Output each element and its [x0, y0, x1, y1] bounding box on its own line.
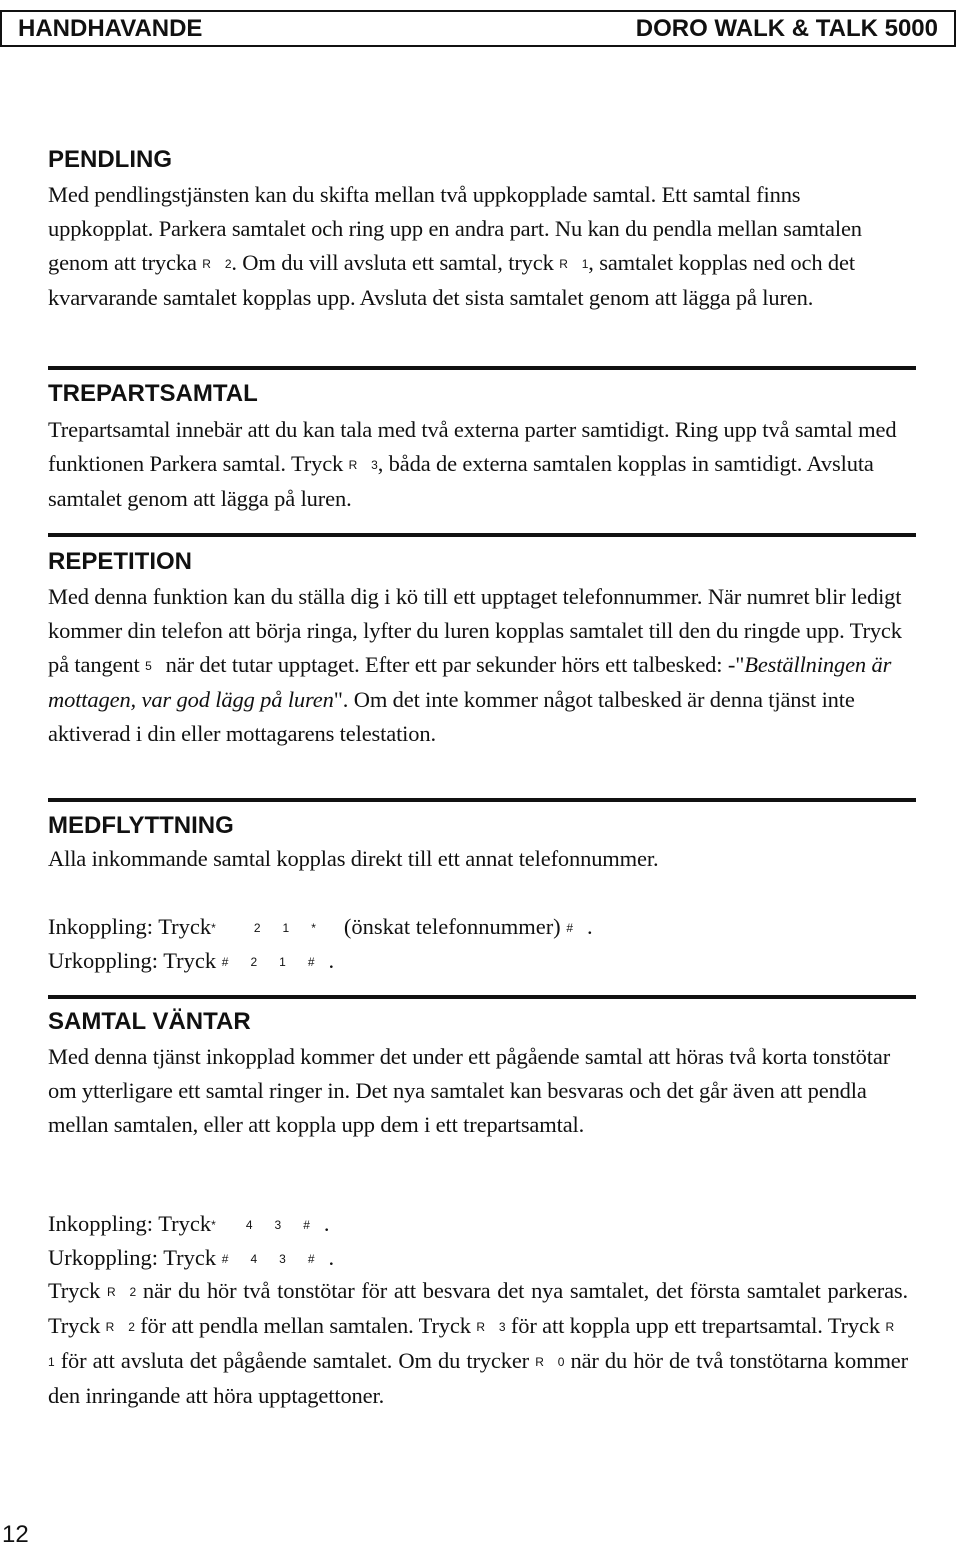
key-star: * [311, 921, 316, 935]
section-divider [48, 366, 916, 370]
key-hash: # [303, 1218, 310, 1232]
paragraph-repetition: Med denna funktion kan du ställa dig i kö till ett upptaget telefonnummer. När numret blir ledigt kommer din telefon att börja ringa, lyfter du luren kopplas samtalet till den du ringde upp. Tryck på tangent 5 när det tutar upptaget. Efter ett par sekunder hörs ett talbesked: -"Beställningen är mottagen, var god lägg på luren". Om det inte kommer något talbesked är denna tjänst inte aktiverad i din eller mottagarens telestation. [48, 584, 902, 746]
heading-pendling: PENDLING [48, 146, 173, 173]
key-r: R [107, 1285, 116, 1299]
recorded-message: Beställningen är mottagen, var god lägg på luren [48, 652, 892, 712]
activation-instruction: Inkoppling: Tryck* 4 3 # . [48, 1211, 330, 1236]
key-r: R [885, 1320, 894, 1334]
paragraph-samtal-vantar-usage: Tryck R 2 när du hör två tonstötar för att besvara det nya samtalet, det första samtalet parkeras. Tryck R 2 för att pendla mellan samtalen. Tryck R 3 för att koppla upp ett trepartsamtal. Tryck R1 för att avsluta det pågående samtalet. Om du trycker R 0 när du hör de två tonstötarna kommer den inringande att höra upptagettoner. [48, 1278, 908, 1408]
key-r: R [476, 1320, 485, 1334]
key-2: 2 [253, 921, 261, 935]
activation-instruction: Inkoppling: Tryck* 2 1 * (önskat telefonnummer) # . [48, 914, 593, 939]
key-hash: # [566, 921, 573, 935]
heading-medflyttning: MEDFLYTTNING [48, 812, 234, 839]
key-r: R [348, 458, 358, 472]
paragraph-samtal-vantar: Med denna tjänst inkopplad kommer det under ett pågående samtal att höras två korta tonstötar om ytterligare ett samtal ringer in. Det nya samtalet kan besvaras och det går även att pendla mellan samtalen, eller att koppla upp dem i ett trepartsamtal. [48, 1044, 891, 1137]
key-hash: # [221, 1252, 229, 1266]
key-1: 1 [279, 955, 286, 969]
section-divider [48, 533, 916, 537]
heading-trepartsamtal: TREPARTSAMTAL [48, 380, 258, 407]
key-r: R [105, 1320, 115, 1334]
deactivation-instruction: Urkoppling: Tryck # 2 1 # . [48, 948, 335, 973]
header-product-name: DORO WALK & TALK 5000 [635, 14, 938, 42]
page-header [0, 10, 956, 47]
key-hash: # [307, 1252, 315, 1266]
deactivation-instruction: Urkoppling: Tryck # 4 3 # . [48, 1245, 335, 1270]
key-hash: # [221, 955, 229, 969]
key-3: 3 [274, 1218, 282, 1232]
section-divider [48, 995, 916, 999]
key-2: 2 [129, 1285, 137, 1299]
key-5: 5 [145, 659, 152, 673]
key-star: * [211, 1218, 216, 1232]
key-0: 0 [557, 1355, 565, 1369]
paragraph-trepartsamtal: Trepartsamtal innebär att du kan tala med två externa parter samtidigt. Ring upp två samtal med funktionen Parkera samtal. Tryck R 3, båda de externa samtalen kopplas in samtidigt. Avsluta samtalet genom att lägga på luren. [48, 417, 897, 511]
header-section-title: HANDHAVANDE [18, 14, 203, 42]
page-number: 12 [2, 1521, 29, 1548]
heading-samtal-vantar: SAMTAL VÄNTAR [48, 1008, 251, 1035]
key-3: 3 [498, 1320, 506, 1334]
key-3: 3 [279, 1252, 286, 1266]
key-r: R [535, 1355, 544, 1369]
key-hash: # [307, 955, 315, 969]
paragraph-medflyttning: Alla inkommande samtal kopplas direkt till ett annat telefonnummer. [48, 846, 659, 871]
key-r: R [559, 257, 568, 271]
key-2: 2 [224, 257, 232, 271]
heading-repetition: REPETITION [48, 548, 193, 575]
key-2: 2 [250, 955, 258, 969]
key-1: 1 [48, 1355, 55, 1369]
key-2: 2 [128, 1320, 135, 1334]
key-4: 4 [245, 1218, 253, 1232]
key-r: R [202, 257, 211, 271]
key-star: * [211, 921, 216, 935]
key-3: 3 [371, 458, 378, 472]
key-1: 1 [282, 921, 290, 935]
section-divider [48, 798, 916, 802]
paragraph-pendling: Med pendlingstjänsten kan du skifta mellan två uppkopplade samtal. Ett samtal finns uppkopplat. Parkera samtalet och ring upp en andra part. Nu kan du pendla mellan samtalen genom att trycka R 2. Om du vill avsluta ett samtal, tryck R 1, samtalet kopplas ned och det kvarvarande samtalet kopplas upp. Avsluta det sista samtalet genom att lägga på luren. [48, 182, 862, 310]
key-1: 1 [581, 257, 589, 271]
key-4: 4 [250, 1252, 258, 1266]
